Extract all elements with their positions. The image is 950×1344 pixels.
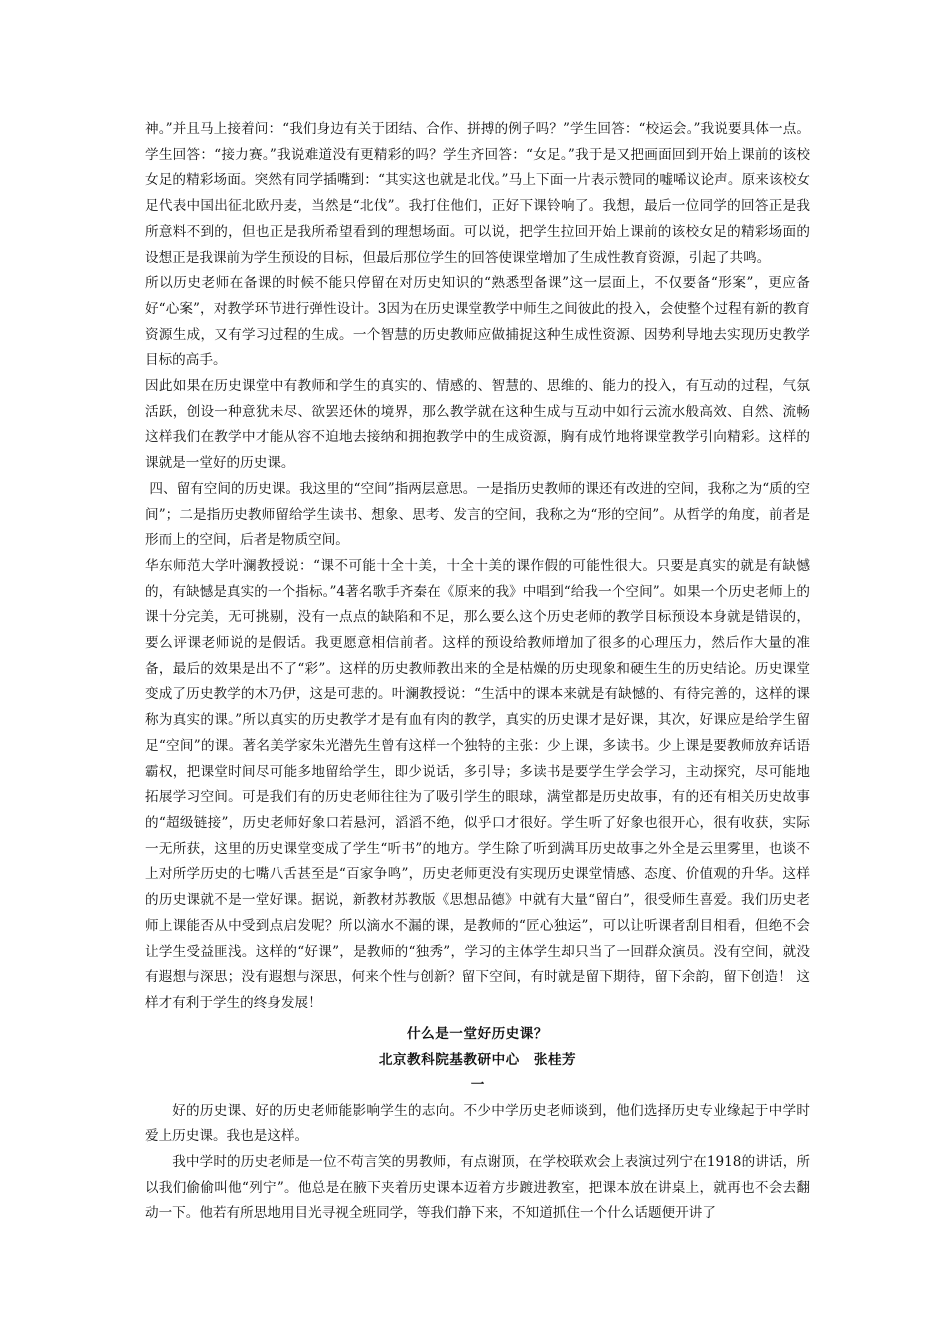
article-title: 什么是一堂好历史课？ (407, 1025, 548, 1042)
body-paragraph: 四、留有空间的历史课。我这里的“空间”指两层意思。一是指历史教师的课还有改进的空间，我称之为“质的空间”；二是指历史教师留给学生读书、想象、思考、发言的空间，我称之为“形的空间”。从哲学的角度，前者是形而上的空间，后者是物质空间。 (145, 480, 810, 549)
section-number: 一 (470, 1076, 485, 1093)
body-paragraph: 好的历史课、好的历史老师能影响学生的志向。不少中学历史老师谈到，他们选择历史专业缘起于中学时爱上历史课。我也是这样。 (145, 1102, 810, 1145)
document-page (145, 117, 810, 1227)
body-paragraph: 华东师范大学叶澜教授说：“课不可能十全十美，十全十美的课作假的可能性很大。只要是真实的就是有缺憾的，有缺憾是真实的一个指标。”4著名歌手齐秦在《原来的我》中唱到“给我一个空间”。如果一个历史老师上的课十分完美，无可挑剔，没有一点点的缺陷和不足，那么要么这个历史老师的教学目标预设本身就是错误的，要么评课老师说的是假话。我更愿意相信前者。这样的预设给教师增加了很多的心理压力，然后作大量的准备，最后的效果是出不了“彩”。这样的历史教师教出来的全是枯燥的历史现象和硬生生的历史结论。历史课堂变成了历史教学的木乃伊，这是可悲的。叶澜教授说：“生活中的课本来就是有缺憾的、有待完善的，这样的课称为真实的课。”所以真实的历史教学才是有血有肉的教学，真实的历史课才是好课，其次，好课应是给学生留足“空间”的课。著名美学家朱光潜先生曾有这样一个独特的主张：少上课，多读书。少上课是要教师放弃话语霸权，把课堂时间尽可能多地留给学生，即少说话，多引导；多读书是要学生学会学习，主动探究，尽可能地拓展学习空间。可是我们有的历史老师往往为了吸引学生的眼球，满堂都是历史故事，有的还有相关历史故事的“超级链接”，历史老师好象口若悬河，滔滔不绝，似乎口才很好。学生听了好象也很开心，很有收获，实际一无所获，这里的历史课堂变成了学生“听书”的地方。学生除了听到满耳历史故事之外全是云里雾里，也谈不上对所学历史的七嘴八舌甚至是“百家争鸣”，历史老师更没有实现历史课堂情感、态度、价值观的升华。这样的历史课就不是一堂好课。据说，新教材苏教版《思想品德》中就有大量“留白”，很受师生喜爱。我们历史老师上课能否从中受到点启发呢？所以滴水不漏的课，是教师的“匠心独运”，可以让听课者刮目相看，但绝不会让学生受益匪浅。这样的“好课”，是教师的“独秀”，学习的主体学生却只当了一回群众演员。没有空间，就没有遐想与深思；没有遐想与深思，何来个性与创新？留下空间，有时就是留下期待，留下余韵，留下创造！ 这样才有利于学生的终身发展！ (145, 557, 810, 1011)
body-paragraph: 我中学时的历史老师是一位不苟言笑的男教师，有点谢顶，在学校联欢会上表演过列宁在1918的讲话，所以我们偷偷叫他“列宁”。他总是在腋下夹着历史课本迈着方步踱进教室，把课本放在讲桌上，就再也不会去翻动一下。他若有所思地用目光寻视全班同学，等我们静下来，不知道抓住一个什么话题便开讲了 (145, 1154, 810, 1222)
body-paragraph: 因此如果在历史课堂中有教师和学生的真实的、情感的、智慧的、思维的、能力的投入，有互动的过程，气氛活跃，创设一种意犹未尽、欲罢还休的境界，那么教学就在这种生成与互动中如行云流水般高效、自然、流畅这样我们在教学中才能从容不迫地去接纳和拥抱教学中的生成资源，胸有成竹地将课堂教学引向精彩。这样的课就是一堂好的历史课。 (145, 378, 810, 472)
body-paragraph: 所以历史老师在备课的时候不能只停留在对历史知识的“熟悉型备课”这一层面上，不仅要备“形案”，更应备好“心案”，对教学环节进行弹性设计。3因为在历史课堂教学中师生之间彼此的投入，会使整个过程有新的教育资源生成，又有学习过程的生成。一个智慧的历史教师应做捕捉这种生成性资源、因势利导地去实现历史教学目标的高手。 (145, 275, 810, 369)
body-paragraph: 神。”并且马上接着问：“我们身边有关于团结、合作、拼搏的例子吗？”学生回答：“校运会。”我说要具体一点。学生回答：“接力赛。”我说难道没有更精彩的吗？学生齐回答：“女足。”我于是又把画面回到开始上课前的该校女足的精彩场面。突然有同学插嘴到：“其实这也就是北伐。”马上下面一片表示赞同的嘘唏议论声。原来该校女足代表中国出征北欧丹麦，当然是“北伐”。我打住他们，正好下课铃响了。我想，最后一位同学的回答正是我所意料不到的，但也正是我所希望看到的理想场面。可以说，把学生拉回开始上课前的该校女足的精彩场面的设想正是我课前为学生预设的目标，但最后那位学生的回答使课堂增加了生成性教育资源，引起了共鸣。 (145, 121, 810, 266)
article-author: 北京教科院基教研中心 张桂芳 (378, 1051, 577, 1068)
